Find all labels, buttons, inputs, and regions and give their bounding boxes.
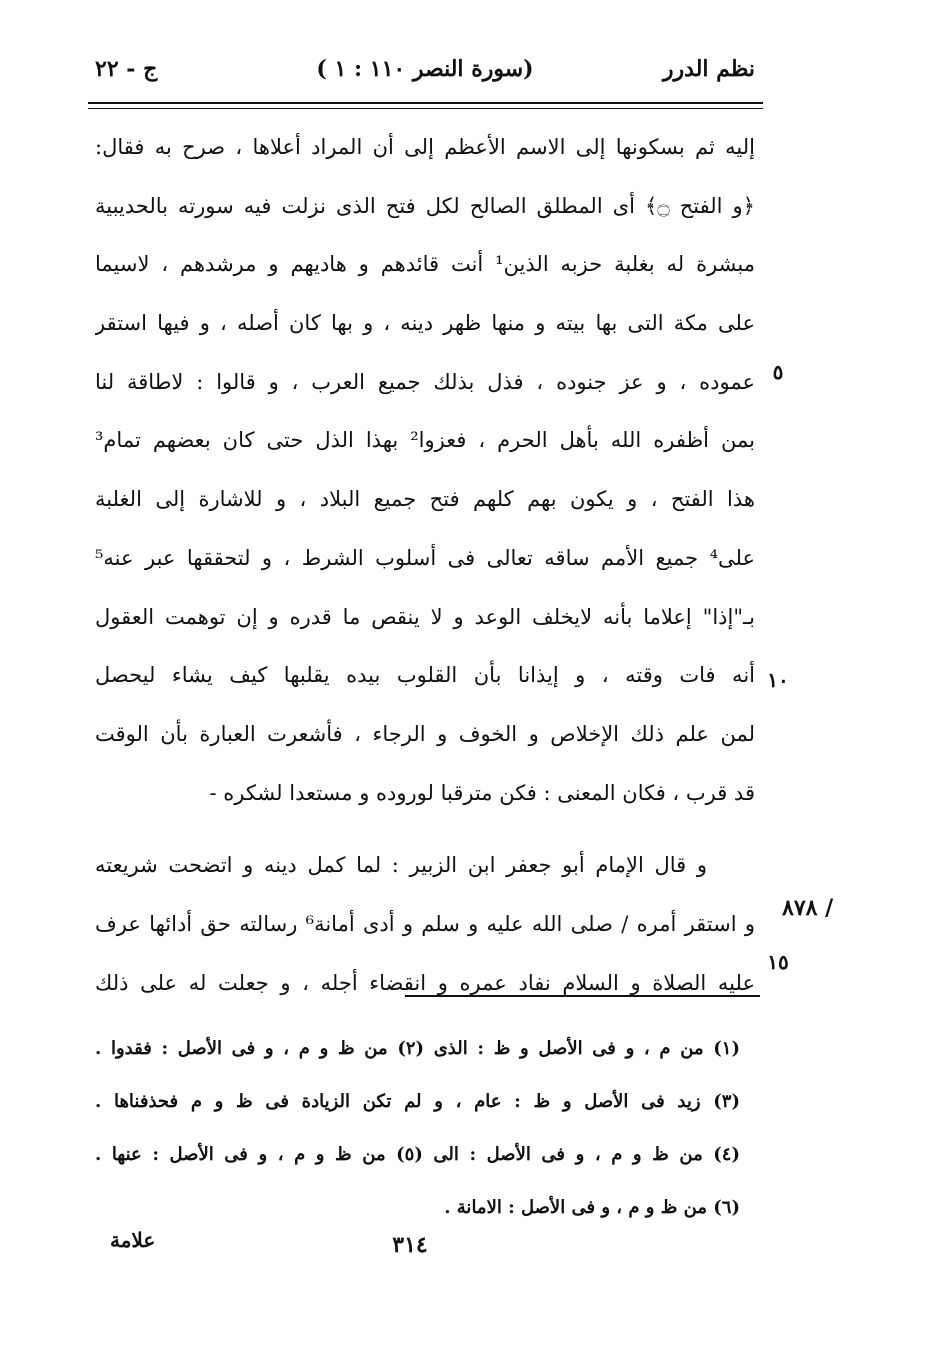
text-line: و استقر أمره / صلى الله عليه و سلم و أدى أمانة⁶ رسالته حق أدائها عرف [95,911,755,936]
main-text [95,118,755,1012]
text-line: بمن أظفره الله بأهل الحرم ، فعزوا² بهذا الذل حتى كان بعضهم تمام³ [95,428,755,453]
footnote-line: (٣) زيد فى الأصل و ظ : عام ، و لم تكن الزيادة فى ظ و م فحذفناها . [95,1091,740,1112]
page-number: ٣١٤ [392,1232,428,1258]
text-line: هذا الفتح ، و يكون بهم كلهم فتح جميع البلاد ، و للاشارة إلى الغلبة [95,487,755,512]
volume-page: ج - ٢٢ [95,56,158,82]
text-line: ﴿و الفتح ۝﴾ أى المطلق الصالح لكل فتح الذى نزلت فيه سورته بالحديبية [95,193,755,218]
text-line: عموده ، و عز جنوده ، فذل بذلك جميع العرب ، و قالوا : لاطاقة لنا [95,369,755,394]
manuscript-folio-marker: ٨٧٨ / [782,895,834,921]
text-line: على مكة التى بها بيته و منها ظهر دينه ، و بها كان أصله ، و فيها استقر [95,311,755,336]
line-number-10: ١٠ [767,668,789,692]
footnote-line: (٦) من ظ و م ، و فى الأصل : الامانة . [444,1197,740,1218]
header-rule [88,102,763,109]
text-line: و قال الإمام أبو جعفر ابن الزبير : لما كمل دينه و اتضحت شريعته [95,853,707,878]
footnote-line: (١) من م ، و فى الأصل و ظ : الذى (٢) من ظ و م ، و فى الأصل : فقدوا . [95,1038,740,1059]
text-line: إليه ثم بسكونها إلى الاسم الأعظم إلى أن المراد أعلاها ، صرح به فقال: [95,135,755,159]
text-line: بـ"إذا" إعلاما بأنه لايخلف الوعد و لا ينقص ما قدره و إن توهمت العقول [95,604,755,629]
signature-mark: علامة [110,1228,156,1252]
text-line: لمن علم ذلك الإخلاص و الخوف و الرجاء ، فأشعرت العبارة بأن الوقت [95,721,755,746]
text-line: أنه فات وقته ، و إيذانا بأن القلوب بيده يقلبها كيف يشاء ليحصل [95,663,755,688]
footnote-line: (٤) من ظ و م ، و فى الأصل : الى (٥) من ظ و م ، و فى الأصل : عنها . [95,1144,740,1165]
text-line: مبشرة له بغلبة حزبه الذين¹ أنت قائدهم و هاديهم و مرشدهم ، لاسيما [95,252,755,277]
text-line: على⁴ جميع الأمم ساقه تعالى فى أسلوب الشرط ، و لتحققها عبر عنه⁵ [95,545,755,570]
footnotes [95,1022,740,1234]
text-line: قد قرب ، فكان المعنى : فكن مترقبا لوروده و مستعدا لشكره - [209,780,755,805]
line-number-15: ١٥ [767,950,789,974]
footnote-rule [405,995,760,997]
text-line: عليه الصلاة و السلام نفاد عمره و انقضاء أجله ، و جعلت له على ذلك [95,970,755,995]
running-header [95,52,755,92]
line-number-5: ٥ [772,360,784,384]
book-title: نظم الدرر [662,56,755,82]
surah-reference: (سورة النصر ١١٠ : ١ ) [316,56,534,82]
